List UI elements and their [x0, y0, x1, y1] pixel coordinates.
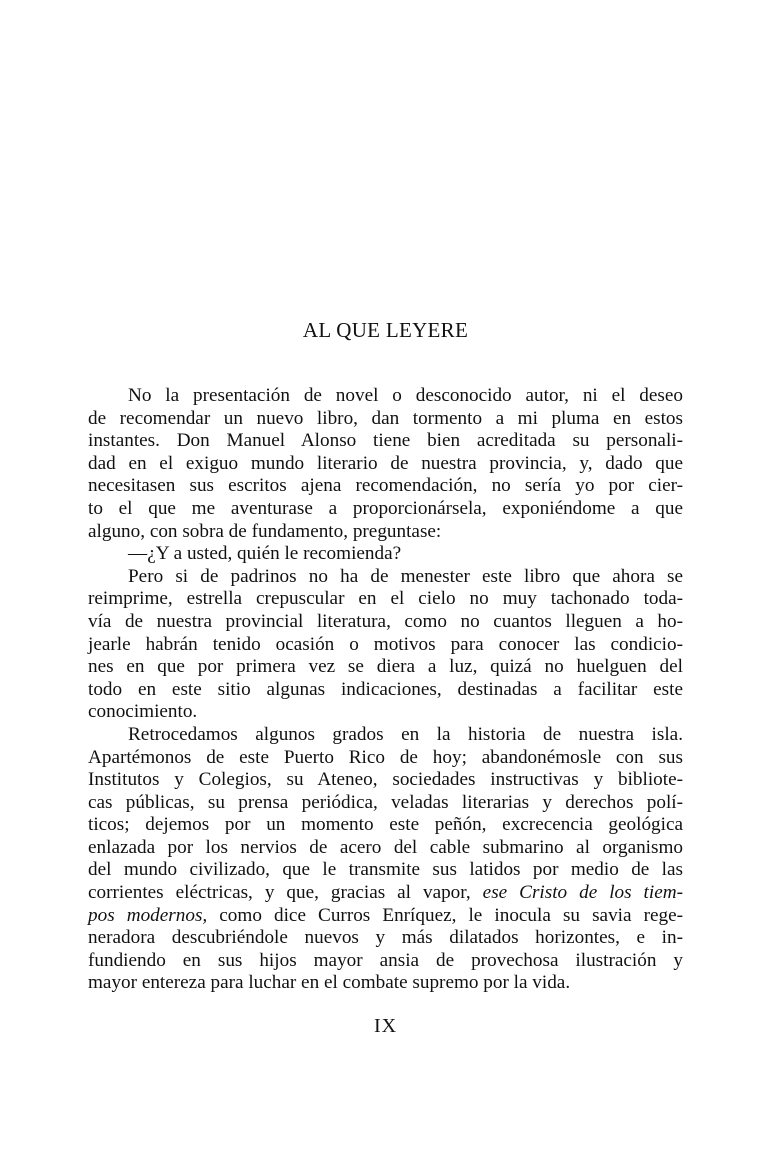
- text-line: alguno, con sobra de fundamento, preguntase:: [88, 520, 442, 542]
- text-line-with-italic: [88, 882, 683, 905]
- text-line: necesitasen sus escritos ajena recomendación, no sería yo por cier-: [88, 475, 683, 497]
- text-line-with-italic: [88, 905, 683, 928]
- text-line: ticos; dejemos por un momento este peñón, excrecencia geológica: [88, 814, 683, 836]
- page-number: IX: [373, 1015, 398, 1037]
- text-segment: como dice Curros Enríquez, le inocula su savia rege-: [207, 904, 683, 926]
- text-line: cas públicas, su prensa periódica, veladas literarias y derechos polí-: [88, 791, 683, 813]
- paragraph-4: [88, 724, 683, 995]
- body-text: [88, 385, 683, 995]
- text-line: Pero si de padrinos no ha de menester este libro que ahora se: [128, 565, 683, 587]
- text-line: dad en el exiguo mundo literario de nuestra provincia, y, dado que: [88, 452, 683, 474]
- text-line: to el que me aventurase a proporcionársela, exponiéndome a que: [88, 497, 683, 519]
- text-line: jearle habrán tenido ocasión o motivos para conocer las condicio-: [88, 633, 683, 655]
- text-line: mayor entereza para luchar en el combate supremo por la vida.: [88, 972, 571, 994]
- text-line: neradora descubriéndole nuevos y más dilatados horizontes, e in-: [88, 927, 683, 949]
- text-line: Institutos y Colegios, su Ateneo, sociedades instructivas y bibliote-: [88, 769, 683, 791]
- text-line: fundiendo en sus hijos mayor ansia de provechosa ilustración y: [88, 949, 683, 971]
- text-line: Retrocedamos algunos grados en la historia de nuestra isla.: [128, 723, 683, 745]
- text-line: nes en que por primera vez se diera a luz, quizá no huelguen del: [88, 656, 683, 678]
- text-line: vía de nuestra provincial literatura, como no cuantos lleguen a ho-: [88, 610, 683, 632]
- text-line: de recomendar un nuevo libro, dan tormento a mi pluma en estos: [88, 407, 683, 429]
- chapter-heading: AL QUE LEYERE: [302, 318, 469, 342]
- italic-quote: pos modernos,: [88, 904, 208, 926]
- paragraph-1: [88, 385, 683, 543]
- text-line: todo en este sitio algunas indicaciones, destinadas a facilitar este: [88, 678, 683, 700]
- paragraph-3: [88, 566, 683, 724]
- italic-quote: ese Cristo de los tiem-: [482, 882, 683, 904]
- text-line: No la presentación de novel o desconocido autor, ni el deseo: [128, 385, 683, 406]
- text-line: —¿Y a usted, quién le recomienda?: [128, 543, 402, 565]
- text-line: conocimiento.: [88, 701, 198, 723]
- text-segment: corrientes eléctricas, y que, gracias al vapor,: [88, 882, 483, 904]
- text-line: Apartémonos de este Puerto Rico de hoy; abandonémosle con sus: [88, 746, 683, 768]
- text-line: instantes. Don Manuel Alonso tiene bien acreditada su personali-: [88, 430, 683, 452]
- text-line: reimprime, estrella crepuscular en el cielo no muy tachonado toda-: [88, 588, 683, 610]
- paragraph-2: [88, 543, 683, 566]
- text-line: enlazada por los nervios de acero del cable submarino al organismo: [88, 836, 683, 858]
- text-line: del mundo civilizado, que le transmite sus latidos por medio de las: [88, 859, 683, 881]
